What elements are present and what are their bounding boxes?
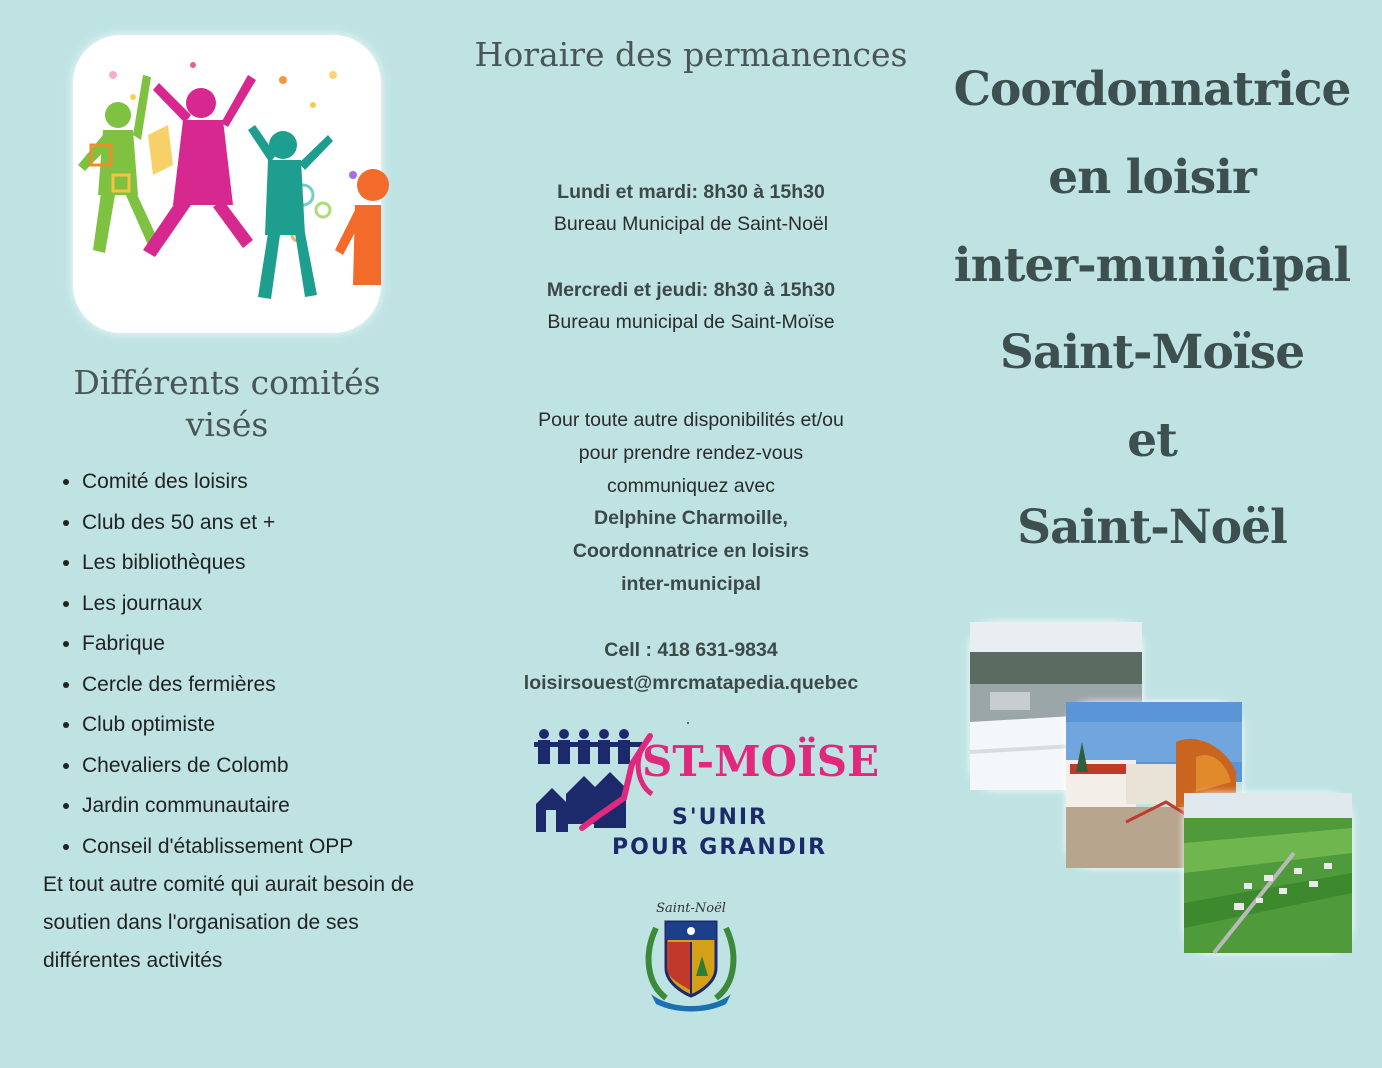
list-item: • Club optimiste	[82, 705, 353, 746]
committee-list	[45, 462, 353, 867]
middle-panel	[460, 0, 922, 1068]
contact-intro-3: communiquez avec	[607, 475, 775, 497]
st-noel-coat-of-arms	[636, 898, 746, 1014]
title-line-1: Coordonnatrice	[953, 62, 1351, 117]
list-item: • Comité des loisirs	[82, 462, 353, 503]
contact-name: Delphine Charmoille,	[594, 507, 788, 529]
contact-role-1: Coordonnatrice en loisirs	[572, 540, 810, 562]
st-moise-slogan-1: S'UNIR	[672, 805, 768, 830]
title-line-6: Saint-Noël	[1017, 500, 1287, 555]
contact-email: loisirsouest@mrcmatapedia.quebec	[523, 672, 859, 694]
list-item: • Cercle des fermières	[82, 665, 353, 706]
schedule-place-2: Bureau municipal de Saint-Moïse	[547, 311, 835, 333]
schedule-days-1: Lundi et mardi: 8h30 à 15h30	[557, 181, 825, 203]
list-item: • Conseil d'établissement OPP	[82, 827, 353, 868]
contact-cell: Cell : 418 631-9834	[604, 639, 778, 661]
list-item: • Club des 50 ans et +	[82, 503, 353, 544]
contact-intro-1: Pour toute autre disponibilités et/ou	[538, 409, 844, 431]
title-line-4: Saint-Moïse	[999, 325, 1305, 380]
schedule-place-1: Bureau Municipal de Saint-Noël	[553, 213, 829, 235]
list-item: • Chevaliers de Colomb	[82, 746, 353, 787]
contact-role-2: inter-municipal	[621, 573, 761, 595]
list-item: • Jardin communautaire	[82, 786, 353, 827]
st-moise-slogan-2: POUR GRANDIR	[612, 835, 828, 860]
st-noel-logo-name: Saint-Noël	[656, 901, 726, 916]
contact-intro-2: pour prendre rendez-vous	[578, 442, 804, 464]
right-panel	[922, 0, 1382, 1068]
other-committees-text: Et tout autre comité qui aurait besoin de soutien dans l'organisation de ses différentes activités	[43, 873, 415, 972]
list-item: • Les bibliothèques	[82, 543, 353, 584]
aerial-village-photo	[1184, 793, 1352, 953]
st-moise-logo-name: ST-MOÏSE	[642, 737, 880, 786]
list-item: • Les journaux	[82, 584, 353, 625]
title-line-3: inter-municipal	[953, 238, 1351, 293]
title-line-2: en loisir	[1048, 150, 1256, 205]
list-item: • Fabrique	[82, 624, 353, 665]
title-line-5: et	[1127, 413, 1177, 468]
left-panel	[0, 0, 460, 1068]
committees-title: Différents comités visés	[73, 363, 381, 444]
schedule-title: Horaire des permanences	[474, 35, 908, 74]
dancing-people-illustration	[73, 35, 381, 333]
st-moise-logo	[532, 724, 880, 864]
schedule-days-2: Mercredi et jeudi: 8h30 à 15h30	[546, 279, 836, 301]
